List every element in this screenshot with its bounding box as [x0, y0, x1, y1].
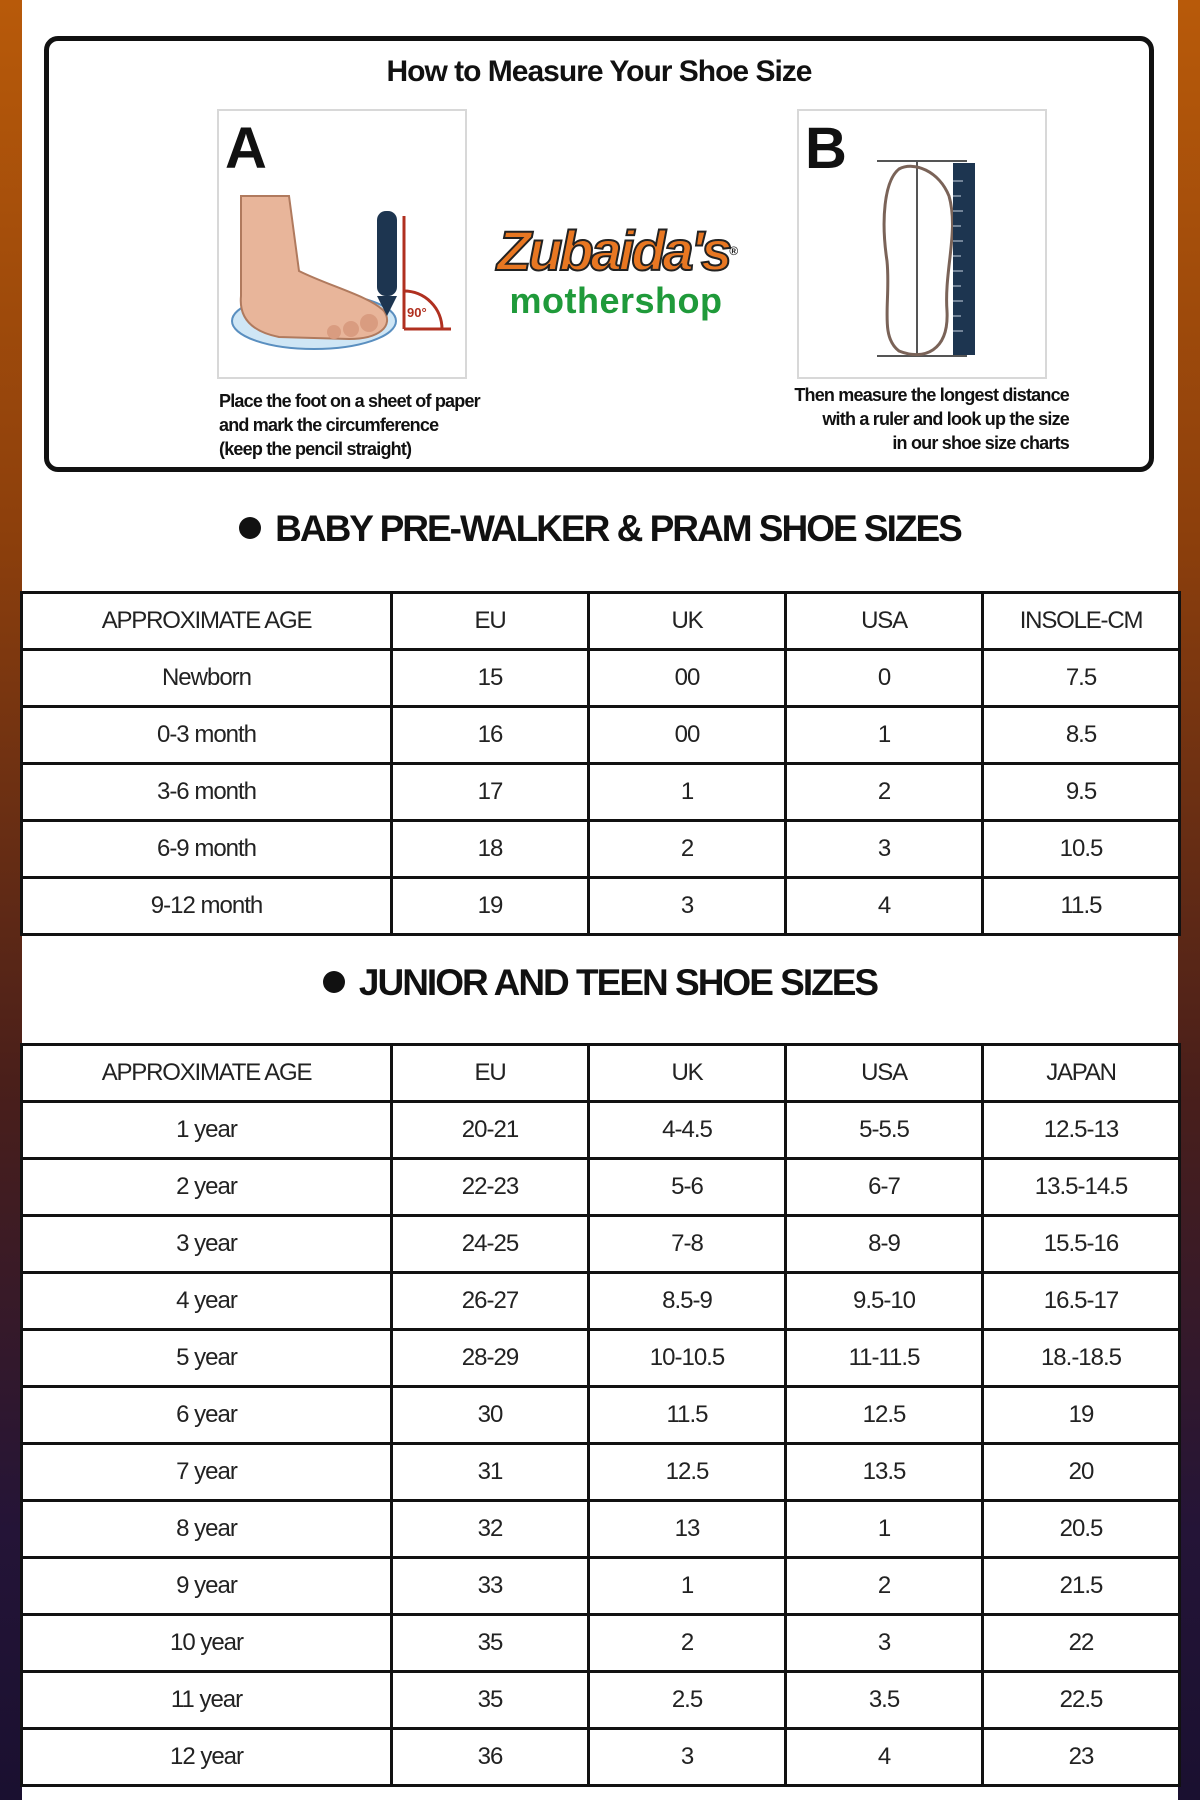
- size-cell: 13: [589, 1501, 786, 1558]
- column-header: UK: [589, 1045, 786, 1102]
- table-row: [22, 1216, 1180, 1273]
- size-cell: 35: [392, 1672, 589, 1729]
- step-a-caption-line: (keep the pencil straight): [219, 439, 412, 459]
- age-cell: 10 year: [22, 1615, 392, 1672]
- age-cell: 8 year: [22, 1501, 392, 1558]
- size-cell: 20: [983, 1444, 1180, 1501]
- size-cell: 9.5: [983, 764, 1180, 821]
- size-cell: 11-11.5: [786, 1330, 983, 1387]
- step-b-caption: [729, 383, 1069, 455]
- size-cell: 9.5-10: [786, 1273, 983, 1330]
- size-cell: 1: [786, 1501, 983, 1558]
- size-cell: 11.5: [589, 1387, 786, 1444]
- column-header: APPROXIMATE AGE: [22, 1045, 392, 1102]
- table-row: [22, 1672, 1180, 1729]
- size-cell: 3.5: [786, 1672, 983, 1729]
- size-cell: 28-29: [392, 1330, 589, 1387]
- table-row: [22, 650, 1180, 707]
- size-cell: 22-23: [392, 1159, 589, 1216]
- table-row: [22, 1615, 1180, 1672]
- age-cell: 11 year: [22, 1672, 392, 1729]
- size-cell: 7.5: [983, 650, 1180, 707]
- table-row: [22, 1729, 1180, 1786]
- size-cell: 3: [786, 821, 983, 878]
- table-row: [22, 1558, 1180, 1615]
- baby-section-title-text: BABY PRE-WALKER & PRAM SHOE SIZES: [275, 508, 961, 549]
- age-cell: 3 year: [22, 1216, 392, 1273]
- size-cell: 23: [983, 1729, 1180, 1786]
- table-header-row: [22, 1045, 1180, 1102]
- age-cell: 3-6 month: [22, 764, 392, 821]
- column-header: INSOLE-CM: [983, 593, 1180, 650]
- size-cell: 13.5-14.5: [983, 1159, 1180, 1216]
- size-cell: 00: [589, 707, 786, 764]
- registered-mark: ®: [729, 244, 735, 258]
- ruler-icon: [953, 163, 975, 355]
- size-cell: 12.5-13: [983, 1102, 1180, 1159]
- table-row: [22, 878, 1180, 935]
- baby-size-table: [20, 591, 1181, 936]
- size-cell: 21.5: [983, 1558, 1180, 1615]
- size-cell: 24-25: [392, 1216, 589, 1273]
- size-cell: 15.5-16: [983, 1216, 1180, 1273]
- size-cell: 2: [786, 764, 983, 821]
- logo-brand-name: [471, 221, 761, 281]
- size-cell: 16: [392, 707, 589, 764]
- column-header: UK: [589, 593, 786, 650]
- teen-section-title-text: JUNIOR AND TEEN SHOE SIZES: [358, 962, 878, 1003]
- size-cell: 17: [392, 764, 589, 821]
- step-b-letter: B: [805, 116, 847, 181]
- size-cell: 20-21: [392, 1102, 589, 1159]
- size-chart-sheet: [22, 0, 1178, 1800]
- size-cell: 33: [392, 1558, 589, 1615]
- size-cell: 8.5-9: [589, 1273, 786, 1330]
- logo-subtitle: mothershop: [509, 280, 723, 321]
- size-cell: 31: [392, 1444, 589, 1501]
- size-cell: 16.5-17: [983, 1273, 1180, 1330]
- table-row: [22, 764, 1180, 821]
- size-cell: 11.5: [983, 878, 1180, 935]
- table-row: [22, 1387, 1180, 1444]
- age-cell: 6-9 month: [22, 821, 392, 878]
- size-cell: 00: [589, 650, 786, 707]
- angle-label: 90°: [407, 305, 427, 320]
- table-row: [22, 1102, 1180, 1159]
- bullet-icon: [239, 517, 261, 539]
- size-cell: 5-5.5: [786, 1102, 983, 1159]
- size-cell: 4: [786, 1729, 983, 1786]
- step-a-caption-line: and mark the circumference: [219, 415, 439, 435]
- age-cell: Newborn: [22, 650, 392, 707]
- step-b-caption-line: in our shoe size charts: [892, 433, 1069, 453]
- age-cell: 7 year: [22, 1444, 392, 1501]
- age-cell: 4 year: [22, 1273, 392, 1330]
- age-cell: 12 year: [22, 1729, 392, 1786]
- size-cell: 18.-18.5: [983, 1330, 1180, 1387]
- age-cell: 9 year: [22, 1558, 392, 1615]
- size-cell: 3: [589, 1729, 786, 1786]
- table-row: [22, 1501, 1180, 1558]
- teen-table-body: [22, 1102, 1180, 1786]
- pencil-icon: [377, 211, 397, 296]
- size-cell: 2: [786, 1558, 983, 1615]
- column-header: USA: [786, 593, 983, 650]
- table-row: [22, 1159, 1180, 1216]
- column-header: USA: [786, 1045, 983, 1102]
- age-cell: 5 year: [22, 1330, 392, 1387]
- bullet-icon: [323, 971, 345, 993]
- size-cell: 7-8: [589, 1216, 786, 1273]
- baby-section-title: [22, 508, 1178, 550]
- size-cell: 2: [589, 821, 786, 878]
- size-cell: 18: [392, 821, 589, 878]
- size-cell: 0: [786, 650, 983, 707]
- size-cell: 19: [983, 1387, 1180, 1444]
- size-cell: 12.5: [786, 1387, 983, 1444]
- measure-instructions-box: [44, 36, 1154, 472]
- column-header: JAPAN: [983, 1045, 1180, 1102]
- size-cell: 20.5: [983, 1501, 1180, 1558]
- table-row: [22, 821, 1180, 878]
- table-row: [22, 1444, 1180, 1501]
- column-header: EU: [392, 1045, 589, 1102]
- step-b-panel: [797, 109, 1047, 379]
- brand-logo: [471, 221, 761, 331]
- table-header-row: [22, 593, 1180, 650]
- size-cell: 10-10.5: [589, 1330, 786, 1387]
- size-cell: 8.5: [983, 707, 1180, 764]
- step-b-caption-line: Then measure the longest distance: [794, 385, 1069, 405]
- size-cell: 32: [392, 1501, 589, 1558]
- logo-brand-text: Zubaida's: [497, 219, 730, 282]
- size-cell: 1: [786, 707, 983, 764]
- size-cell: 4: [786, 878, 983, 935]
- table-row: [22, 1273, 1180, 1330]
- size-cell: 4-4.5: [589, 1102, 786, 1159]
- step-b-caption-line: with a ruler and look up the size: [822, 409, 1069, 429]
- table-row: [22, 1330, 1180, 1387]
- measure-title: How to Measure Your Shoe Size: [386, 55, 812, 88]
- size-cell: 2.5: [589, 1672, 786, 1729]
- size-cell: 3: [589, 878, 786, 935]
- size-cell: 22.5: [983, 1672, 1180, 1729]
- size-cell: 36: [392, 1729, 589, 1786]
- step-a-caption-line: Place the foot on a sheet of paper: [219, 391, 480, 411]
- size-cell: 26-27: [392, 1273, 589, 1330]
- baby-table-body: [22, 650, 1180, 935]
- size-cell: 12.5: [589, 1444, 786, 1501]
- size-cell: 6-7: [786, 1159, 983, 1216]
- size-cell: 5-6: [589, 1159, 786, 1216]
- size-cell: 3: [786, 1615, 983, 1672]
- step-a-caption: [219, 389, 519, 461]
- size-cell: 13.5: [786, 1444, 983, 1501]
- size-cell: 15: [392, 650, 589, 707]
- size-cell: 1: [589, 1558, 786, 1615]
- teen-size-table: [20, 1043, 1181, 1787]
- table-row: [22, 707, 1180, 764]
- age-cell: 2 year: [22, 1159, 392, 1216]
- size-cell: 10.5: [983, 821, 1180, 878]
- size-cell: 1: [589, 764, 786, 821]
- age-cell: 1 year: [22, 1102, 392, 1159]
- age-cell: 0-3 month: [22, 707, 392, 764]
- size-cell: 2: [589, 1615, 786, 1672]
- size-cell: 8-9: [786, 1216, 983, 1273]
- column-header: APPROXIMATE AGE: [22, 593, 392, 650]
- size-cell: 35: [392, 1615, 589, 1672]
- age-cell: 9-12 month: [22, 878, 392, 935]
- age-cell: 6 year: [22, 1387, 392, 1444]
- column-header: EU: [392, 593, 589, 650]
- size-cell: 30: [392, 1387, 589, 1444]
- size-cell: 22: [983, 1615, 1180, 1672]
- step-a-panel: [217, 109, 467, 379]
- teen-section-title: [22, 962, 1178, 1004]
- size-cell: 19: [392, 878, 589, 935]
- step-a-letter: A: [225, 116, 267, 181]
